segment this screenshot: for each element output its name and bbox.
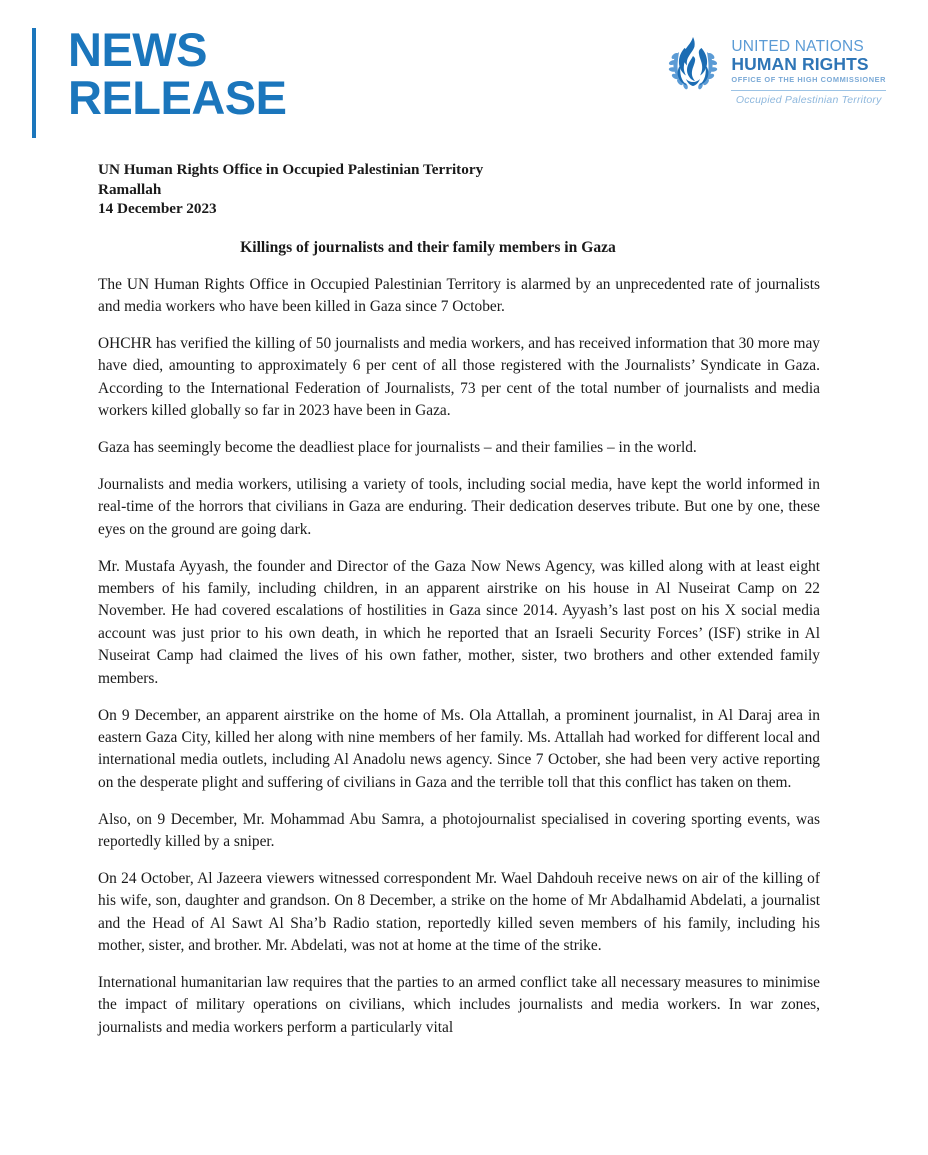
- logo-office-high-commissioner: OFFICE OF THE HIGH COMMISSIONER: [731, 75, 886, 84]
- body-paragraph: Mr. Mustafa Ayyash, the founder and Director of the Gaza Now News Agency, was killed along with at least eight members of his family, including children, in an apparent airstrike on his house in Al Nuseirat Camp on 22 November. He had covered escalations of hostilities in Gaza since 2014. Ayyash’s last post on his X social media account was just prior to his own death, in which he reported that an Israeli Security Forces’ (ISF) strike in Al Nuseirat Camp had claimed the lives of his own father, mother, sister, two brothers and other extended family members.: [98, 557, 820, 687]
- news-release-line1: NEWS: [68, 23, 207, 76]
- body-paragraph: OHCHR has verified the killing of 50 journalists and media workers, and has received information that 30 more may have died, amounting to approximately 6 per cent of all those registered with the Journalists’ Syndicate in Gaza. According to the International Federation of Journalists, 73 per cent of the total number of journalists and media workers killed globally so far in 2023 have been in Gaza.: [98, 334, 820, 420]
- page-title: Killings of journalists and their family members in Gaza: [240, 238, 616, 256]
- body-paragraph: Also, on 9 December, Mr. Mohammad Abu Samra, a photojournalist specialised in covering sporting events, was reportedly killed by a sniper.: [98, 810, 820, 851]
- logo-occupied-palestinian-territory: Occupied Palestinian Territory: [735, 94, 882, 106]
- release-meta: [98, 160, 820, 219]
- body-paragraph: On 9 December, an apparent airstrike on the home of Ms. Ola Attallah, a prominent journalist, in Al Daraj area in eastern Gaza City, killed her along with nine members of her family. Ms. Attallah had worked for different local and international media outlets, including Al Anadolu news agency. Since 7 October, she had been very active reporting on the desperate plight and suffering of civilians in Gaza and the terrible toll that this conflict has taken on them.: [98, 706, 820, 791]
- logo-human-rights: HUMAN RIGHTS: [731, 54, 869, 74]
- body-paragraph: Journalists and media workers, utilising a variety of tools, including social media, have kept the world informed in real-time of the horrors that civilians in Gaza are enduring. Their dedication deserves tribute. But one by one, these eyes on the ground are going dark.: [98, 475, 820, 538]
- page-header: [0, 0, 928, 150]
- header-accent-rule: [32, 28, 36, 138]
- logo-united-nations: UNITED NATIONS: [731, 38, 864, 55]
- ohchr-logo: [664, 32, 886, 107]
- ohchr-flame-laurel-emblem: [664, 34, 722, 94]
- body-paragraph: The UN Human Rights Office in Occupied Palestinian Territory is alarmed by an unprecedented rate of journalists and media workers who have been killed in Gaza since 7 October.: [98, 275, 820, 315]
- meta-office: UN Human Rights Office in Occupied Palestinian Territory: [98, 161, 484, 178]
- ohchr-logo-text: [731, 32, 886, 107]
- logo-divider: [731, 90, 886, 91]
- body-paragraph: International humanitarian law requires that the parties to an armed conflict take all necessary measures to minimise the impact of military operations on civilians, which includes journalists and media workers. In war zones, journalists and media workers perform a particularly vital: [98, 974, 820, 1036]
- body-paragraph: Gaza has seemingly become the deadliest place for journalists – and their families – in the world.: [98, 438, 697, 456]
- news-release-line2: RELEASE: [68, 71, 287, 124]
- meta-date: 14 December 2023: [98, 200, 217, 217]
- meta-city: Ramallah: [98, 180, 162, 198]
- document-body: [98, 160, 820, 1039]
- news-release-wordmark: [68, 23, 287, 124]
- body-paragraph: On 24 October, Al Jazeera viewers witnessed correspondent Mr. Wael Dahdouh receive news on air of the killing of his wife, son, daughter and grandson. On 8 December, a strike on the home of Mr Abdalhamid Abdelati, a journalist and the Head of Al Sawt Al Sha’b Radio station, reportedly killed seven members of his family, including his mother, sister, and brother. Mr. Abdelati, was not at home at the time of the strike.: [98, 869, 820, 955]
